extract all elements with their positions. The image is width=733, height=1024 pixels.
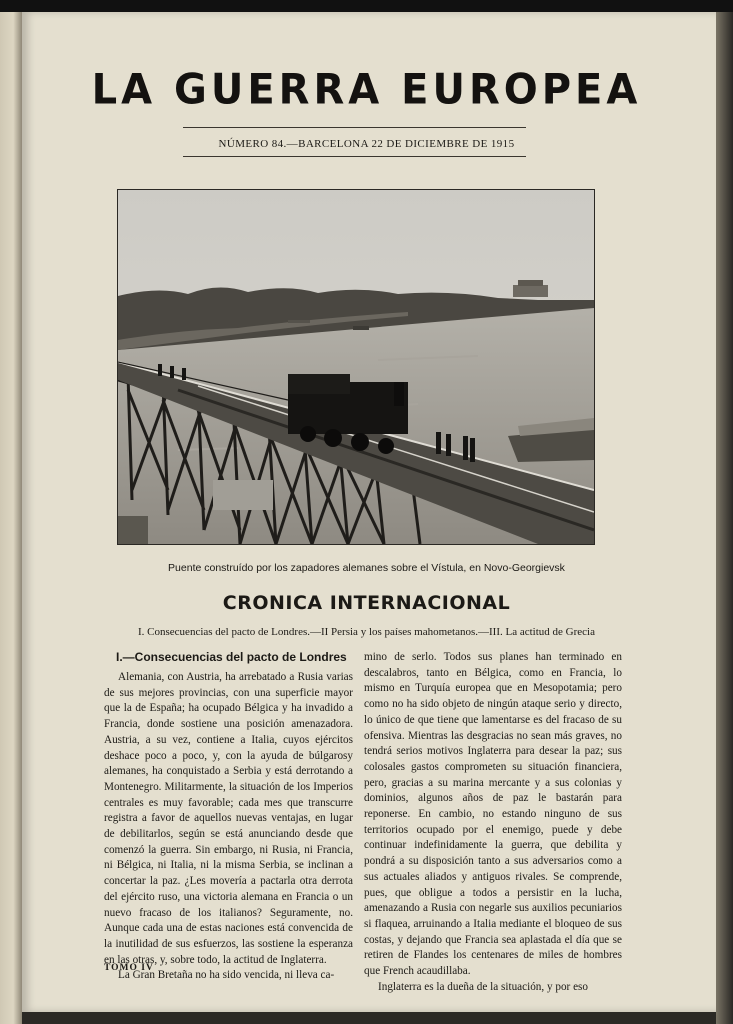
article-subheading: I.—Consecuencias del pacto de Londres bbox=[116, 650, 347, 664]
issue-line: NÚMERO 84.—BARCELONA 22 DE DICIEMBRE DE 1915 bbox=[218, 138, 515, 150]
masthead-rule-bottom bbox=[183, 156, 526, 157]
volume-label: TOMO IV bbox=[104, 963, 154, 973]
text-column-right bbox=[364, 650, 622, 995]
scan-border-bottom bbox=[22, 1012, 716, 1024]
masthead-title: LA GUERRA EUROPEA bbox=[91, 65, 642, 115]
article-title: CRONICA INTERNACIONAL bbox=[222, 592, 511, 614]
paragraph: Alemania, con Austria, ha arrebatado a Rusia varias de sus mejores provincias, con una superficie mayor que la de España; ha ocupado Bélgica y ha invadido a Francia, donde sostiene una posición amenazadora. Austria, a su vez, contiene a Italia, cuyos ejércitos deshace poco a poco, y, con la ayuda de búlgarosy alemanes, ha conquistado a Serbia y está derrotando a Montenegro. Militarmente, la situación de los Imperios centrales es muy favorable; cada mes que transcurre registra a favor de aquellos nuevas ventajas, en lugar de debilitarlos, según se está anunciando desde que comenzó la guerra. Sin embargo, ni Rusia, ni Francia, ni Bélgica, ni Italia, ni la misma Serbia, se inclinan a concertar la paz. ¿Les movería a pactarla otra derrota del ejército ruso, una victoria alemana en Francia o un nuevo fracaso de los italianos? Seguramente, no. Aunque cada una de estas naciones está convencida de la inutilidad de sus esfuerzos, las sostiene la esperanza en las otras, y, sobre todo, la actitud de Inglaterra. bbox=[104, 671, 353, 966]
paragraph: La Gran Bretaña no ha sido vencida, ni lleva ca- bbox=[118, 969, 335, 982]
bridge-photo-illustration bbox=[118, 190, 594, 544]
facing-page-edge bbox=[0, 12, 22, 1024]
masthead-rule-top bbox=[183, 127, 526, 128]
text-column-left bbox=[104, 648, 353, 984]
paragraph: mino de serlo. Todos sus planes han terminado en descalabros, tanto en Bélgica, como en Francia, lo mismo en Turquía europea que en Mesopotamia; pero como no ha sido objeto de ningún ataque serio y directo, lo único de que tiene que lamentarse es del fracaso de su ofensiva. Mientras las desgracias no sean más graves, no tendrá serios motivos Inglaterra para desear la paz; sus colosales gastos comprometen su situación financiera, pero, gracias a su marina mercante y a sus colonias y dominios, algunos años de paz le bastarán para reponerse. En cambio, no estando ninguno de sus territorios ocupado por el enemigo, puede y debe continuar indefinidamente la guerra, que debilita y pondrá a su disposición tanto a sus adversarios como a sus actuales aliados y antiguos rivales. Se comprende, pues, que obligue a todos a persistir en la lucha, amenazando a Rusia con negarle sus auxilios pecuniarios si flaquea, arruinando a Italia mediante el bloqueo de sus costas, y dejando que Francia sea aplastada el día que se retiren de Flandes los centenares de miles de hombres que French acaudillaba. bbox=[364, 651, 622, 978]
bridge-photograph bbox=[117, 189, 595, 545]
photo-caption: Puente construído por los zapadores alemanes sobre el Vístula, en Novo-Georgievsk bbox=[168, 562, 565, 574]
article-summary: I. Consecuencias del pacto de Londres.—II Persia y los países mahometanos.—III. La actitud de Grecia bbox=[138, 626, 595, 638]
page-edge-right bbox=[716, 12, 733, 1024]
scan-border-top bbox=[0, 0, 733, 12]
paragraph: Inglaterra es la dueña de la situación, y por eso bbox=[378, 980, 588, 993]
